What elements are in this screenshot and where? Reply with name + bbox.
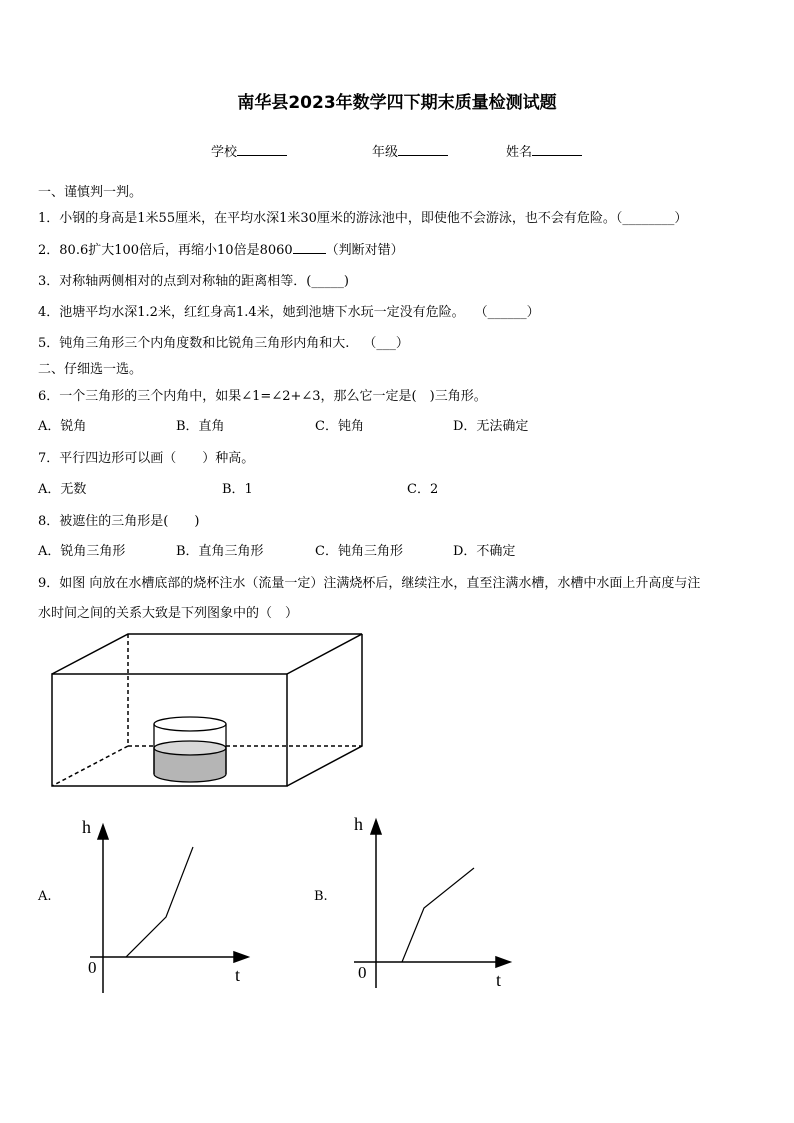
- graph-b-x-label: t: [496, 970, 502, 990]
- q7-option-b[interactable]: B．1: [222, 482, 253, 497]
- question-5: [38, 332, 409, 351]
- graph-b-x-arrow: [496, 957, 510, 967]
- question-4-text: 4．池塘平均水深1.2米，红红身高1.4米，她到池塘下水玩一定没有危险。: [38, 305, 465, 320]
- question-2-tail: （判断对错）: [325, 243, 404, 258]
- grade-field[interactable]: [372, 141, 448, 160]
- school-label: 学校: [211, 145, 238, 160]
- graph-b-origin: 0: [358, 963, 367, 982]
- question-9-line-2: 水时间之间的关系大致是下列图象中的（ ）: [38, 606, 299, 621]
- question-3-answer[interactable]: (_____): [306, 274, 349, 289]
- question-2: [38, 239, 404, 258]
- page-title: 南华县2023年数学四下期末质量检测试题: [237, 93, 557, 113]
- grade-label: 年级: [372, 145, 399, 160]
- graph-a-x-label: t: [235, 965, 241, 985]
- graph-b-y-arrow: [371, 820, 381, 834]
- tank-right-face: [287, 634, 362, 786]
- graph-a-option-label[interactable]: A.: [38, 889, 52, 904]
- q8-option-b[interactable]: B．直角三角形: [176, 544, 264, 559]
- tank-top-face: [52, 634, 362, 674]
- question-1-answer[interactable]: （________）: [615, 211, 688, 226]
- graph-b-y-label: h: [354, 814, 363, 834]
- q6-option-b[interactable]: B．直角: [176, 419, 225, 434]
- q8-option-a[interactable]: A．锐角三角形: [38, 544, 126, 559]
- question-9-line-1: 9．如图 向放在水槽底部的烧杯注水（流量一定）注满烧杯后，继续注水，直至注满水槽，水槽中水面上升高度与注: [38, 576, 701, 591]
- section-2-heading: 二、仔细选一选。: [38, 362, 143, 377]
- question-7: 7．平行四边形可以画（ ）种高。: [38, 451, 255, 466]
- question-8: 8．被遮住的三角形是( ): [38, 514, 200, 529]
- question-4: [38, 301, 540, 320]
- q7-option-a[interactable]: A．无数: [38, 482, 87, 497]
- graph-a-curve: [126, 847, 193, 957]
- graph-a: [80, 815, 260, 995]
- graph-b-curve: [402, 868, 474, 962]
- q7-option-c[interactable]: C．2: [407, 482, 439, 497]
- question-5-answer[interactable]: （___）: [363, 336, 409, 351]
- name-label: 姓名: [506, 145, 533, 160]
- q6-option-d[interactable]: D．无法确定: [453, 419, 529, 434]
- graph-a-origin: 0: [88, 958, 97, 977]
- question-2-answer[interactable]: [293, 240, 326, 254]
- question-5-text: 5．钝角三角形三个内角度数和比锐角三角形内角和大.: [38, 336, 350, 351]
- question-6: 6．一个三角形的三个内角中，如果∠1=∠2+∠3，那么它一定是( )三角形。: [38, 389, 487, 404]
- question-3: [38, 270, 349, 289]
- q6-option-a[interactable]: A．锐角: [38, 419, 87, 434]
- question-1: [38, 207, 687, 226]
- q8-option-c[interactable]: C．钝角三角形: [315, 544, 403, 559]
- name-field[interactable]: [506, 141, 582, 160]
- tank-hidden-depth-edge: [52, 746, 128, 786]
- beaker: [154, 717, 226, 782]
- school-field[interactable]: [211, 141, 287, 160]
- question-4-answer[interactable]: （______）: [474, 305, 540, 320]
- graph-a-y-label: h: [82, 817, 91, 837]
- question-1-text: 1．小钢的身高是1米55厘米，在平均水深1米30厘米的游泳池中，即使他不会游泳，也不会有危险。: [38, 211, 616, 226]
- graph-a-y-arrow: [98, 825, 108, 839]
- question-3-text: 3．对称轴两侧相对的点到对称轴的距离相等．: [38, 274, 307, 289]
- graph-b-option-label[interactable]: B.: [314, 889, 328, 904]
- question-2-text: 2．80.6扩大100倍后，再缩小10倍是8060: [38, 243, 293, 258]
- q6-option-c[interactable]: C．钝角: [315, 419, 364, 434]
- water-tank-figure: [40, 628, 370, 793]
- q8-option-d[interactable]: D．不确定: [453, 544, 516, 559]
- graph-a-x-arrow: [234, 952, 248, 962]
- graph-b: [350, 810, 530, 992]
- section-1-heading: 一、谨慎判一判。: [38, 185, 143, 200]
